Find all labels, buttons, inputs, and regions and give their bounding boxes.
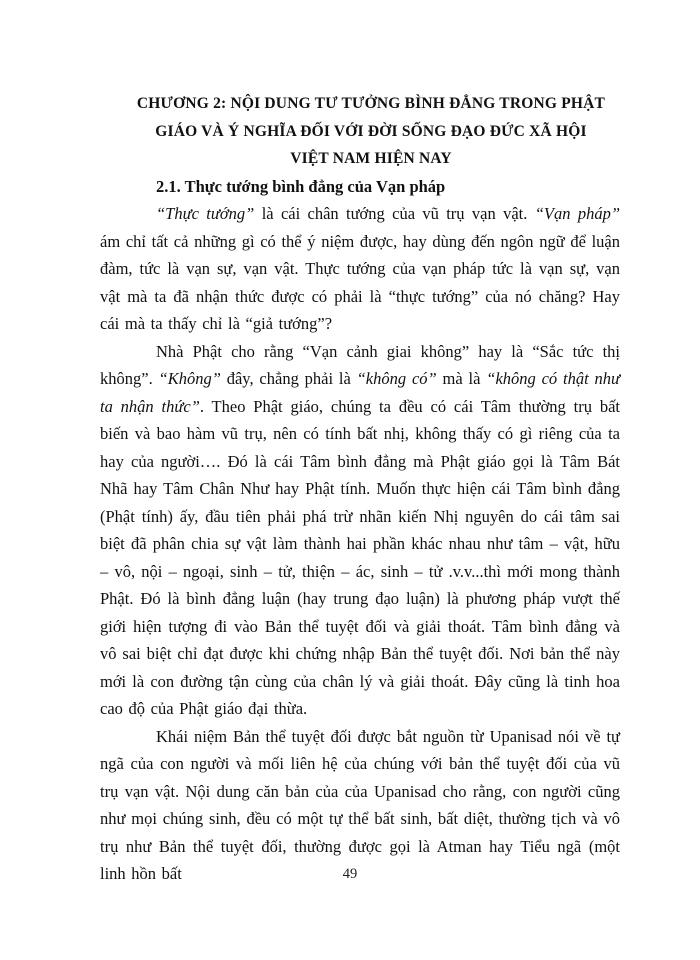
section-title: 2.1. Thực tướng bình đẳng của Vạn pháp bbox=[156, 176, 446, 196]
italic-text-run: “Vạn pháp” bbox=[534, 204, 620, 223]
chapter-heading-line-1: CHƯƠNG 2: NỘI DUNG TƯ TƯỞNG BÌNH ĐẲNG TRONG PHẬT bbox=[136, 95, 606, 112]
chapter-heading-line-2: GIÁO VÀ Ý NGHĨA ĐỐI VỚI ĐỜI SỐNG ĐẠO ĐỨC XÃ HỘI bbox=[155, 122, 587, 140]
text-run: . Theo Phật giáo, chúng ta đều có cái Tâm thường trụ bất biến và bao hàm vũ trụ, nên có tính bất nhị, không thấy có gì riêng của ta hay của người…. Đó là cái Tâm bình đẳng mà Phật giáo gọi là Tâm Bát Nhã hay Tâm Chân Như hay Phật tính. Muốn thực hiện cái Tâm bình đẳng (Phật tính) ấy, đầu tiên phải phá trừ nhãn kiến Nhị nguyên do cái tâm sai biệt đã phân chia sự vật làm thành hai phần khác nhau như tâm – vật, hữu – vô, nội – ngoại, sinh – tử, thiện – ác, sinh – tử .v.v...thì mới mong thành Phật. Đó là bình đẳng luận (hay trung đạo luận) là phương pháp vượt thế giới hiện tượng đi vào Bản thể tuyệt đối và giải thoát. Tâm bình đẳng và vô sai biệt chỉ đạt được khi chứng nhập Bản thể tuyệt đối. Nơi bản thể này mới là con đường tận cùng của chân lý và giải thoát. Đây cũng là tinh hoa cao độ của Phật giáo đại thừa. bbox=[100, 396, 620, 718]
page-content bbox=[100, 90, 620, 888]
text-run: là cái chân tướng của vũ trụ vạn vật. bbox=[254, 204, 535, 223]
text-run: mà là bbox=[436, 369, 487, 388]
paragraph-nha-phat bbox=[100, 338, 620, 723]
chapter-heading bbox=[100, 90, 620, 173]
text-run: Nhà Phật cho rằng “Vạn cảnh giai không” hay là “Sắc tức thị không”. bbox=[100, 341, 620, 388]
chapter-heading-line-3: VIỆT NAM HIỆN NAY bbox=[290, 150, 452, 167]
paragraph-thuc-tuong bbox=[100, 200, 620, 338]
italic-text-run: “không có thật như ta nhận thức” bbox=[100, 369, 620, 416]
text-run: ám chỉ tất cả những gì có thể ý niệm được, hay dùng đến ngôn ngữ để luận đàm, tức là vạn sự, vạn vật. Thực tướng của vạn pháp tức là vạn sự, vạn vật mà ta đã nhận thức được có phải là “thực tướng” của nó chăng? Hay cái mà ta thấy chỉ là “giả tướng”? bbox=[100, 231, 620, 333]
italic-text-run: “Không” bbox=[158, 369, 221, 388]
paragraph-khai-niem-ban-the bbox=[100, 723, 620, 888]
text-run: đây, chẳng phải là bbox=[220, 369, 357, 388]
text-run: Khái niệm Bản thể tuyệt đối được bắt nguồn từ Upanisad nói về tự ngã của con người và mối liên hệ của chúng với bản thể tuyệt đối của vũ trụ vạn vật. Nội dung căn bản của của Upanisad cho rằng, con người cũng như mọi chúng sinh, đều có một tự thể bất sinh, bất diệt, thường tịch và vô trụ như Bản thể tuyệt đối, thường được gọi là Atman hay Tiểu ngã (một linh hồn bất bbox=[100, 726, 620, 883]
page-number: 49 bbox=[342, 866, 358, 882]
italic-text-run: “Thực tướng” bbox=[156, 204, 255, 223]
italic-text-run: “không có” bbox=[356, 369, 437, 388]
